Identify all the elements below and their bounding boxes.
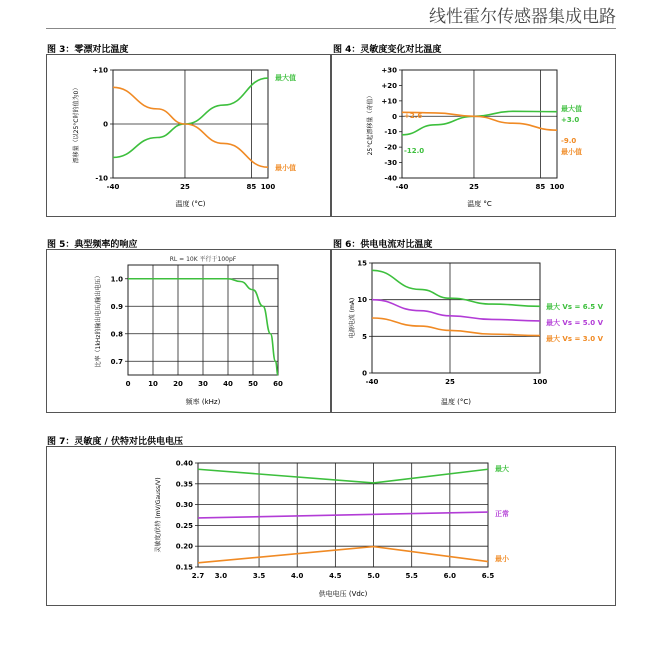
y-tick-label: 0.7 <box>110 357 123 366</box>
series-line-1 <box>198 512 488 518</box>
legend-label: 最小 <box>495 555 509 563</box>
legend-label: 最大 <box>495 465 509 473</box>
y-tick-label: 1.0 <box>110 275 123 284</box>
x-tick-label: 85 <box>246 183 257 191</box>
legend-label: 最小值 <box>561 148 582 156</box>
x-axis-label: 温度 °C <box>467 200 492 208</box>
x-tick-label: 25 <box>469 183 479 191</box>
y-tick-label: 0.35 <box>175 480 193 489</box>
y-tick-label: -10 <box>384 128 397 137</box>
x-tick-label: -40 <box>365 378 379 386</box>
series-line-0 <box>198 469 488 483</box>
y-tick-label: 0 <box>392 112 397 121</box>
x-tick-label: 60 <box>273 380 283 388</box>
y-tick-label: -20 <box>384 143 397 152</box>
chart-subtitle: RL = 10K 平行于100pF <box>169 256 237 263</box>
x-tick-label: 3.5 <box>252 572 266 580</box>
x-tick-label: 40 <box>223 380 233 388</box>
x-tick-label: 6.5 <box>481 572 495 580</box>
figure-6-caption: 图 6：供电电流对比温度 <box>333 240 433 250</box>
y-axis-label: 灵敏度/伏特 (mV/Gauss/V) <box>155 477 162 553</box>
y-tick-label: -40 <box>384 174 397 183</box>
y-tick-label: 10 <box>357 296 367 305</box>
y-tick-label: 0.9 <box>110 302 123 311</box>
y-tick-label: 0.8 <box>110 330 123 339</box>
annotation-label: -12.0 <box>404 147 425 155</box>
x-tick-label: 85 <box>535 183 546 191</box>
x-tick-label: 50 <box>248 380 258 388</box>
x-tick-label: 5.5 <box>405 572 418 580</box>
legend-label: 正常 <box>495 510 509 518</box>
y-axis-label: 电源电流 (mA) <box>349 297 356 339</box>
y-tick-label: +30 <box>381 66 397 75</box>
annotation-label: +2.6 <box>404 112 423 120</box>
figure-7-caption: 图 7：灵敏度 / 伏特对比供电电压 <box>47 437 183 447</box>
x-tick-label: 10 <box>148 380 158 388</box>
x-tick-label: 4.5 <box>329 572 342 580</box>
annotation-label: -9.0 <box>561 137 577 145</box>
legend-label: 最大值 <box>275 74 296 82</box>
x-axis-label: 供电电压 (Vdc) <box>318 590 368 598</box>
x-tick-label: 5.0 <box>367 572 380 580</box>
x-axis-label: 温度 (°C) <box>440 398 472 406</box>
x-tick-label: -40 <box>106 183 120 191</box>
legend-label: 最大 Vs = 5.0 V <box>546 319 604 327</box>
x-axis-label: 频率 (kHz) <box>185 398 221 406</box>
y-tick-label: 0.40 <box>175 459 193 468</box>
y-tick-label: -10 <box>95 174 108 183</box>
y-tick-label: +20 <box>381 81 397 90</box>
figure-5-caption: 图 5：典型频率的响应 <box>47 240 138 250</box>
x-tick-label: 0 <box>125 380 131 388</box>
y-tick-label: 0.20 <box>175 542 193 551</box>
legend-label: 最大 Vs = 3.0 V <box>546 335 604 343</box>
x-tick-label: -40 <box>395 183 409 191</box>
figure-3-caption: 图 3：零漂对比温度 <box>47 45 129 55</box>
y-tick-label: -30 <box>384 159 397 168</box>
y-tick-label: 0 <box>103 120 108 129</box>
y-tick-label: 0.30 <box>175 501 193 510</box>
y-tick-label: +10 <box>92 66 108 75</box>
document-title: 线性霍尔传感器集成电路 <box>429 7 616 27</box>
x-tick-label: 25 <box>180 183 190 191</box>
y-axis-label: 25°C起漂移量（奇值） <box>367 92 374 156</box>
legend-label: 最小值 <box>275 164 296 172</box>
y-axis-label: 漂移量（以25°C时的值为0） <box>73 84 80 164</box>
y-tick-label: +10 <box>381 97 397 106</box>
x-tick-label: 6.0 <box>443 572 457 580</box>
x-tick-label: 20 <box>173 380 183 388</box>
x-tick-label: 25 <box>445 378 455 386</box>
figure-4-caption: 图 4：灵敏度变化对比温度 <box>333 45 442 55</box>
y-tick-label: 5 <box>362 332 367 341</box>
x-tick-label: 100 <box>532 378 548 386</box>
legend-label: 最大值 <box>561 105 582 113</box>
y-tick-label: 0.15 <box>175 563 193 572</box>
y-axis-label: 比率（1kHz的输出电压/输出电压） <box>95 272 102 368</box>
legend-label: 最大 Vs = 6.5 V <box>546 303 604 311</box>
x-axis-label: 温度 (°C) <box>175 200 206 208</box>
x-tick-label: 100 <box>549 183 565 191</box>
series-line-2 <box>198 547 488 563</box>
y-tick-label: 0.25 <box>175 521 193 530</box>
x-tick-label: 30 <box>198 380 208 388</box>
x-tick-label: 2.7 <box>191 572 205 580</box>
y-tick-label: 0 <box>362 369 367 378</box>
y-tick-label: 15 <box>357 259 367 268</box>
x-tick-label: 4.0 <box>291 572 304 580</box>
annotation-label: +3.0 <box>561 116 580 124</box>
x-tick-label: 100 <box>260 183 276 191</box>
x-tick-label: 3.0 <box>214 572 228 580</box>
